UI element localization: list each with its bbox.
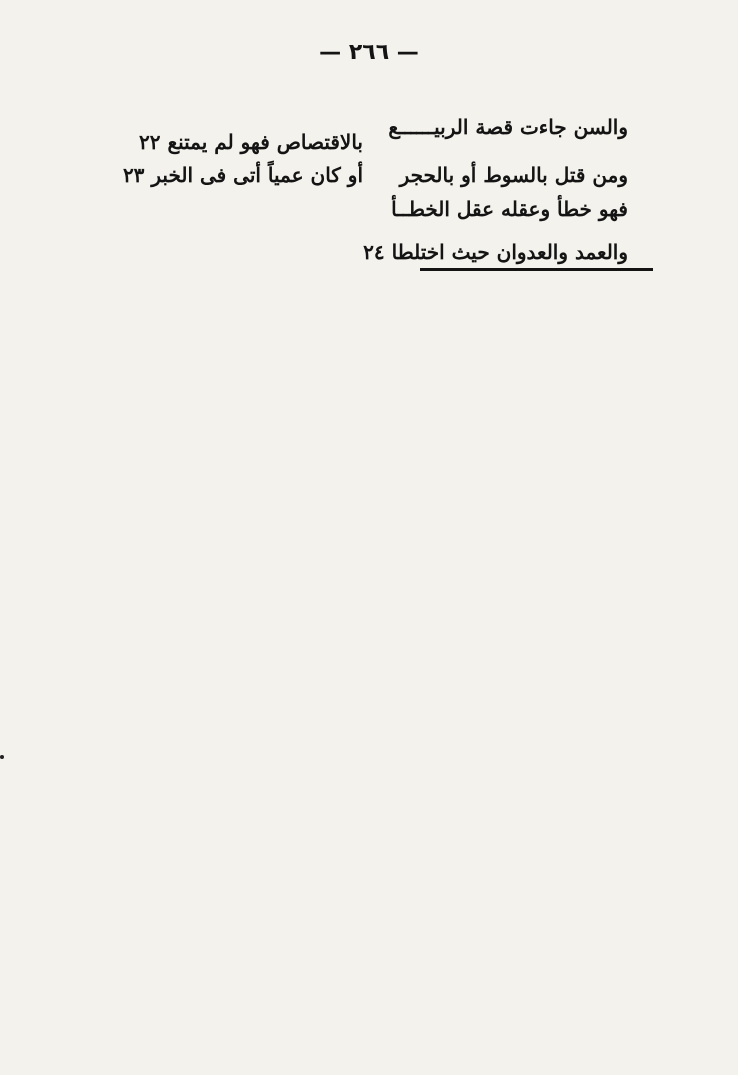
verse-2-right: ومن قتل بالسوط أو بالحجر (399, 163, 628, 187)
verse-2-left: أو كان عمياً أتى فى الخبر ٢٣ (122, 163, 363, 187)
scan-edge-mark (0, 755, 4, 759)
verse-3-right: فهو خطأ وعقله عقل الخطــأ (391, 197, 628, 221)
page-number: — ٢٦٦ — (319, 40, 419, 65)
verse-1-right: والسن جاءت قصة الربيــــــع (388, 115, 628, 139)
verse-4: والعمد والعدوان حيث اختلطا ٢٤ (363, 240, 628, 264)
section-divider (420, 268, 653, 271)
verse-1-left: بالاقتصاص فهو لم يمتنع ٢٢ (139, 130, 363, 154)
